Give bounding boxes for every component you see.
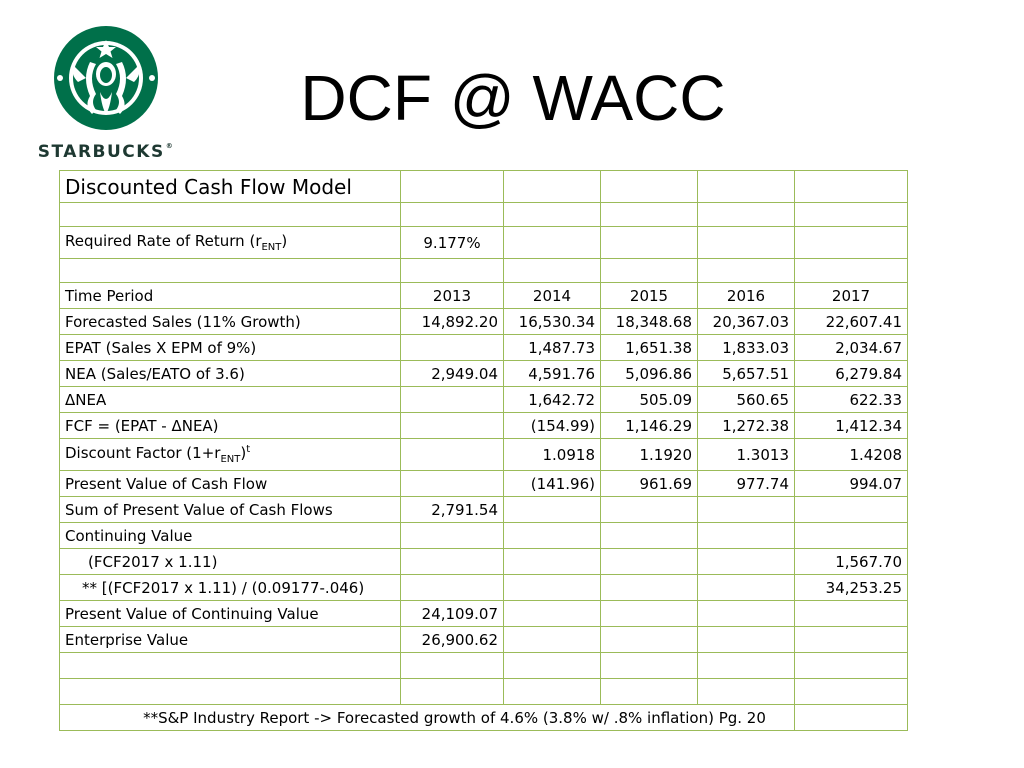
value-cell: 34,253.25 [795,575,908,601]
table-row-heading [60,171,908,203]
row-label: Continuing Value [60,523,401,549]
year-cell: 2017 [795,283,908,309]
value-cell: 6,279.84 [795,361,908,387]
row-label: Time Period [60,283,401,309]
table-row-blank [60,653,908,679]
table-row-present-value [60,471,908,497]
value-cell: 622.33 [795,387,908,413]
value-cell: 1,567.70 [795,549,908,575]
dcf-table [59,170,908,731]
row-label: ΔNEA [60,387,401,413]
year-cell: 2016 [698,283,795,309]
value-cell: 1,833.03 [698,335,795,361]
value-cell: 26,900.62 [401,627,504,653]
value-cell: 2,949.04 [401,361,504,387]
value-cell: 1,146.29 [601,413,698,439]
year-cell: 2013 [401,283,504,309]
value-cell [401,439,504,471]
footnote: **S&P Industry Report -> Forecasted growth of 4.6% (3.8% w/ .8% inflation) Pg. 20 [60,705,795,731]
table-heading: Discounted Cash Flow Model [60,171,401,203]
value-cell: 1,412.34 [795,413,908,439]
table-row-blank [60,259,908,283]
value-cell: 1.4208 [795,439,908,471]
value-cell: 1.1920 [601,439,698,471]
value-cell: 977.74 [698,471,795,497]
table-row-forecasted-sales [60,309,908,335]
table-row-epat [60,335,908,361]
value-cell: 2,034.67 [795,335,908,361]
registered-mark: ® [165,142,175,150]
row-label: Enterprise Value [60,627,401,653]
value-cell: 22,607.41 [795,309,908,335]
wordmark-text: STARBUCKS [37,142,165,162]
table-row-cv-calc [60,575,908,601]
row-label: Present Value of Cash Flow [60,471,401,497]
table-row-nea [60,361,908,387]
starbucks-logo [30,26,182,162]
value-cell: 1.0918 [504,439,601,471]
row-label: (FCF2017 x 1.11) [60,549,401,575]
value-cell: 20,367.03 [698,309,795,335]
table-row-pv-continuing-value [60,601,908,627]
table-row-cv-fcf [60,549,908,575]
value-cell [401,413,504,439]
table-row-delta-nea [60,387,908,413]
table-row-blank [60,203,908,227]
value-cell: 14,892.20 [401,309,504,335]
value-cell: 4,591.76 [504,361,601,387]
value-cell: 5,657.51 [698,361,795,387]
value-cell [401,471,504,497]
slide-title: DCF @ WACC [300,62,726,134]
table-row-continuing-value [60,523,908,549]
row-label: Forecasted Sales (11% Growth) [60,309,401,335]
table-row-enterprise-value [60,627,908,653]
value-cell: 16,530.34 [504,309,601,335]
row-label: EPAT (Sales X EPM of 9%) [60,335,401,361]
table-row-sum-pv [60,497,908,523]
value-cell: (154.99) [504,413,601,439]
table-row-footnote [60,705,908,731]
row-label: ** [(FCF2017 x 1.11) / (0.09177-.046) [60,575,401,601]
value-cell: 505.09 [601,387,698,413]
value-cell [401,335,504,361]
value-cell: 1,642.72 [504,387,601,413]
value-cell: 24,109.07 [401,601,504,627]
starbucks-siren-logo-icon [30,26,182,142]
year-cell: 2015 [601,283,698,309]
value-cell: 5,096.86 [601,361,698,387]
row-label: NEA (Sales/EATO of 3.6) [60,361,401,387]
starbucks-wordmark [30,142,182,162]
table-row-time-period [60,283,908,309]
table-row-discount-factor [60,439,908,471]
year-cell: 2014 [504,283,601,309]
value-cell: 1,651.38 [601,335,698,361]
required-return-value: 9.177% [401,227,504,259]
required-return-label: Required Rate of Return $(r_{ENT})$ [60,227,401,259]
table-row-required-return [60,227,908,259]
value-cell: 1.3013 [698,439,795,471]
row-label: FCF = (EPAT - ΔNEA) [60,413,401,439]
value-cell: 1,272.38 [698,413,795,439]
table-row-blank [60,679,908,705]
value-cell: 961.69 [601,471,698,497]
row-label: Present Value of Continuing Value [60,601,401,627]
table-row-fcf [60,413,908,439]
value-cell: 1,487.73 [504,335,601,361]
value-cell: 2,791.54 [401,497,504,523]
value-cell: 560.65 [698,387,795,413]
value-cell: (141.96) [504,471,601,497]
row-label: Sum of Present Value of Cash Flows [60,497,401,523]
discount-factor-label: Discount Factor $(1+r_{ENT})^t$ [60,439,401,471]
value-cell [401,387,504,413]
value-cell: 994.07 [795,471,908,497]
value-cell: 18,348.68 [601,309,698,335]
